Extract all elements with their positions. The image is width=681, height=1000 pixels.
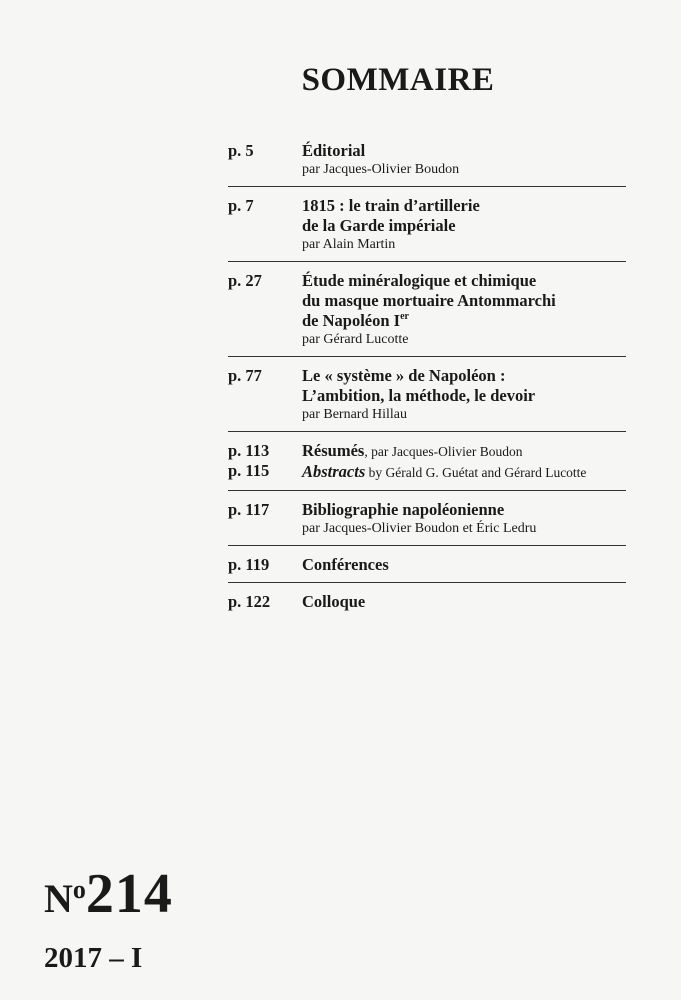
page-number: p. 113 [228, 441, 270, 460]
entry-title: 1815 : le train d’artillerie [302, 196, 480, 215]
page-number: p. 27 [228, 271, 262, 290]
toc-entry-editorial [228, 141, 626, 187]
issue-year: 2017 – I [44, 942, 143, 974]
entry-title: Étude minéralogique et chimique [302, 271, 537, 290]
entry-title: Conférences [302, 555, 389, 574]
table-of-contents [228, 141, 626, 628]
page-number: p. 122 [228, 592, 271, 611]
entry-title: L’ambition, la méthode, le devoir [302, 386, 536, 405]
superscript: er [400, 311, 409, 322]
issue-number [44, 862, 173, 926]
entry-title: de Napoléon I [302, 311, 401, 330]
page-title: SOMMAIRE [301, 62, 495, 98]
page-number: p. 77 [228, 366, 262, 385]
page-number: p. 7 [228, 196, 254, 215]
page-number: p. 119 [228, 555, 270, 574]
issue-number-value: 214 [85, 863, 173, 925]
entry-author: par Jacques-Olivier Boudon et Éric Ledru [302, 521, 537, 536]
entry-title: Colloque [302, 592, 366, 611]
issue-prefix-sup: o [72, 875, 86, 904]
toc-entry-bibliographie [228, 500, 626, 546]
entry-title: Abstracts [302, 462, 366, 481]
entry-author: , par Jacques-Olivier Boudon [364, 444, 523, 459]
entry-title: Éditorial [302, 141, 366, 160]
toc-entry-colloque [228, 592, 626, 619]
toc-entry-train-artillerie [228, 196, 626, 262]
toc-entry-masque-mortuaire [228, 271, 626, 357]
abstracts-line [302, 462, 626, 483]
page-number: p. 117 [228, 500, 270, 519]
entry-author: par Bernard Hillau [302, 407, 407, 422]
entry-title: du masque mortuaire Antommarchi [302, 291, 556, 310]
entry-author: par Jacques-Olivier Boudon [302, 162, 460, 177]
issue-prefix [44, 876, 86, 921]
entry-author: par Gérard Lucotte [302, 332, 409, 347]
toc-entry-resumes-abstracts [228, 441, 626, 491]
toc-entry-systeme-napoleon [228, 366, 626, 432]
issue-prefix-letter: N [44, 876, 73, 921]
entry-title-with-sup [302, 311, 626, 331]
entry-title: de la Garde impériale [302, 216, 456, 235]
entry-title: Bibliographie napoléonienne [302, 500, 505, 519]
page-number: p. 5 [228, 141, 254, 160]
entry-title: Résumés [302, 441, 365, 460]
page-number: p. 115 [228, 461, 270, 480]
toc-entry-conferences [228, 555, 626, 583]
entry-author: par Alain Martin [302, 237, 396, 252]
resumes-line [302, 441, 626, 462]
entry-title: Le « système » de Napoléon : [302, 366, 506, 385]
entry-author: by Gérald G. Guétat and Gérard Lucotte [365, 465, 587, 480]
